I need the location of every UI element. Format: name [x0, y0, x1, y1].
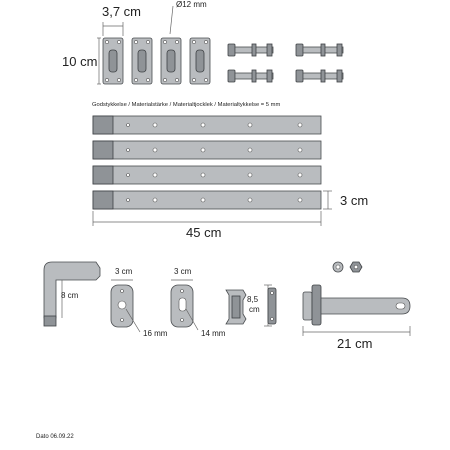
hinge-pin	[44, 262, 100, 326]
bolt	[228, 70, 273, 82]
bracket	[226, 290, 246, 324]
hinge-strap	[93, 141, 321, 159]
long-hinge	[303, 285, 410, 351]
hinge-straps	[93, 116, 321, 209]
washer-16mm	[111, 267, 168, 338]
clip-hinge	[268, 288, 276, 324]
bolt	[228, 44, 273, 56]
plate-height-label: 10 cm	[62, 54, 98, 69]
mounting-plate	[161, 38, 181, 84]
bracket-height-value: 8,5	[247, 295, 259, 304]
mounting-plate	[190, 38, 210, 84]
hinge-strap	[93, 166, 321, 184]
washer2-width-label: 3 cm	[174, 267, 192, 276]
washer2-hole-label: 14 mm	[201, 329, 226, 338]
bolt	[296, 70, 343, 82]
washer1-width-label: 3 cm	[115, 267, 133, 276]
bolt-diameter-label: Ø12 mm	[176, 0, 207, 9]
bolt	[296, 44, 343, 56]
thickness-note: Godstykkelse / Materialstärke / Materialtjocklek / Materialtykkelse = 5 mm	[92, 102, 281, 108]
mounting-plates	[103, 38, 210, 84]
hinge-strap	[93, 116, 321, 134]
plate-width-dimension	[102, 4, 141, 36]
bracket-height-unit: cm	[249, 305, 260, 314]
bolt-set	[228, 44, 343, 82]
mounting-plate	[103, 38, 123, 84]
mounting-plate	[132, 38, 152, 84]
plate-height-dimension	[62, 38, 101, 84]
bolt-diameter-dimension	[170, 0, 207, 34]
plate-width-label: 3,7 cm	[102, 4, 142, 19]
washer-14mm	[171, 267, 226, 338]
strap-height-dimension	[323, 191, 368, 209]
washer1-hole-label: 16 mm	[143, 329, 168, 338]
hinge-strap	[93, 191, 321, 209]
strap-length-label: 45 cm	[186, 225, 222, 240]
strap-length-dimension	[93, 211, 321, 240]
nut-and-washer	[333, 262, 362, 272]
pin-height-label: 8 cm	[61, 291, 79, 300]
date-footer: Dato 06.09.22	[36, 434, 74, 440]
hinge-length-label: 21 cm	[337, 336, 373, 351]
strap-height-label: 3 cm	[340, 193, 369, 208]
